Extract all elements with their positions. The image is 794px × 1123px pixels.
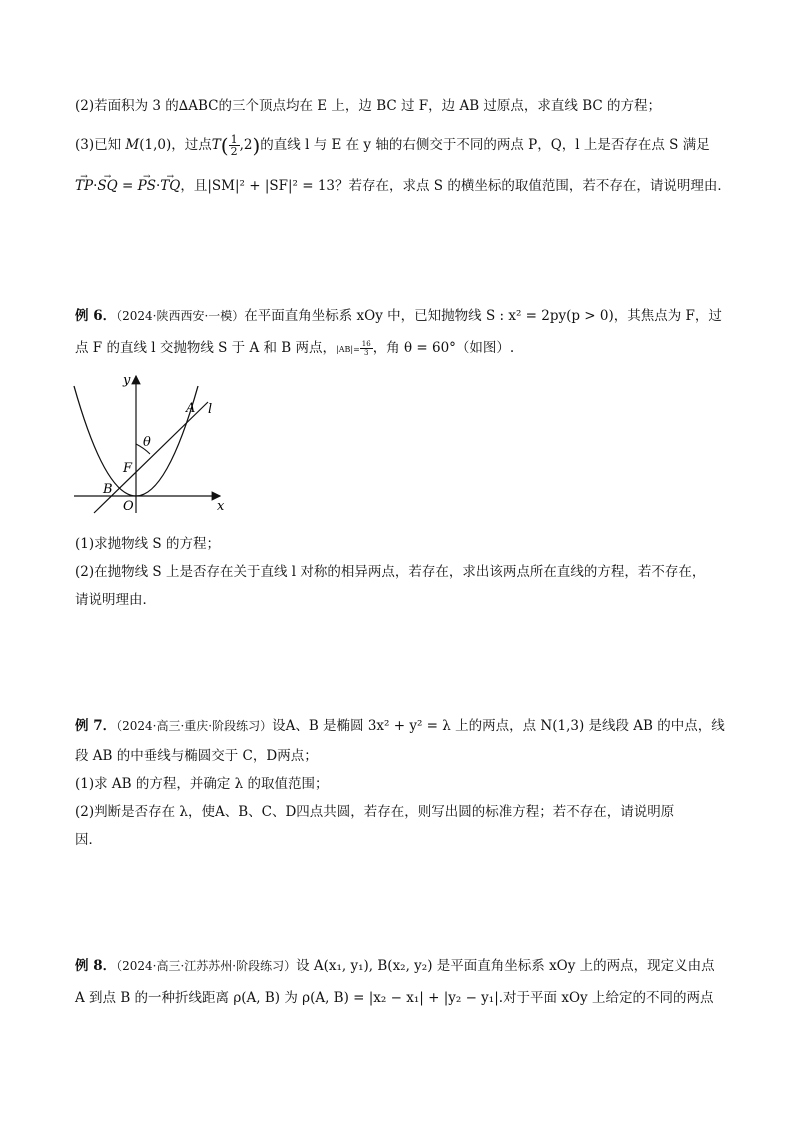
ex7-line1	[75, 716, 725, 736]
ex6-line2	[75, 338, 514, 360]
ex8-line2: A 到点 B 的一种折线距离 ρ(A, B) 为 ρ(A, B) = |x₂ − x₁| + |y₂ − y₁|.对于平面 xOy 上给定的不同的两点	[75, 990, 714, 1006]
point-m: M	[125, 137, 140, 153]
ex8-text1: 设 A(x₁, y₁), B(x₂, y₂) 是平面直角坐标系 xOy 上的两点，现定义由点	[296, 958, 715, 974]
label-o: O	[123, 499, 134, 514]
label-y: y	[123, 373, 131, 388]
q3-lead: (3)已知	[75, 137, 122, 153]
label-f: F	[123, 461, 133, 476]
ex6-text2b: ，角 θ = 60°（如图）.	[372, 340, 515, 356]
label-a: A	[186, 401, 196, 416]
ex7-text1: 设A、B 是椭圆 3x² + y² = λ 上的两点，点 N(1,3) 是线段 AB 的中点，线	[272, 718, 725, 734]
ex6-text1: 在平面直角坐标系 xOy 中，已知抛物线 S : x² = 2py(p > 0)，其焦点为 F，过	[244, 308, 722, 324]
label-theta: θ	[143, 435, 151, 450]
label-x: x	[217, 499, 225, 514]
q2-text: (2)若面积为 3 的∆ABC的三个顶点均在 E 上，边 BC 过 F，边 AB 过原点，求直线 BC 的方程；	[75, 98, 661, 114]
ex7-line2: 段 AB 的中垂线与椭圆交于 C，D两点；	[75, 748, 318, 764]
ex6-q1: (1)求抛物线 S 的方程；	[75, 536, 220, 552]
ex8-line1	[75, 956, 715, 976]
q3-line2	[75, 176, 731, 196]
parabola-figure	[70, 368, 235, 518]
ex6-text2a: 点 F 的直线 l 交抛物线 S 于 A 和 B 两点，	[75, 340, 337, 356]
ex6-line1	[75, 306, 722, 326]
q3-condition: ，且|SM|² + |SF|² = 13？若存在，求点 S 的横坐标的取值范围，若不存在，请说明理由．	[180, 178, 731, 194]
ex7-source: （2024·高三·重庆·阶段练习）	[116, 719, 273, 733]
ex7-q2-line2: 因．	[75, 832, 102, 848]
q3-rest: 的直线 l 与 E 在 y 轴的右侧交于不同的两点 P，Q，l 上是否存在点 S 满足	[260, 137, 710, 153]
ex8-title: 例 8．	[75, 958, 117, 974]
ab-length: |AB|= $\frac{16}{3}$	[336, 340, 371, 357]
fraction-one-half: $\frac{1}{2}$	[230, 133, 238, 158]
vector-equation: → TP·→ SQ = → PS·→ TQ	[75, 178, 180, 194]
ex7-title: 例 7．	[75, 718, 117, 734]
ex6-q2-line1: (2)在抛物线 S 上是否存在关于直线 l 对称的相异两点，若存在，求出该两点所在直线的方程，若不存在，	[75, 564, 706, 580]
ex7-q2-line1: (2)判断是否存在 λ，使A、B、C、D四点共圆，若存在，则写出圆的标准方程；若不存在，请说明原	[75, 804, 675, 820]
ex6-title: 例 6．	[75, 308, 117, 324]
point-t: T	[211, 137, 221, 153]
label-b: B	[103, 482, 113, 497]
ex6-source: （2024·陕西西安·一模）	[116, 309, 245, 323]
ex7-q1: (1)求 AB 的方程，并确定 λ 的取值范围；	[75, 776, 329, 792]
q3-via: ，过点	[171, 137, 212, 153]
ex8-source: （2024·高三·江苏苏州·阶段练习）	[116, 959, 297, 973]
label-l: l	[208, 402, 213, 417]
ex6-q2-line2: 请说明理由．	[75, 592, 156, 608]
q3-line1: (3)已知 M(1,0)，过点T( $\frac{1}{2}$ ,2)的直线 l 与 E 在 y 轴的右侧交于不同的两点 P，Q，l 上是否存在点 S 满足	[75, 133, 710, 158]
